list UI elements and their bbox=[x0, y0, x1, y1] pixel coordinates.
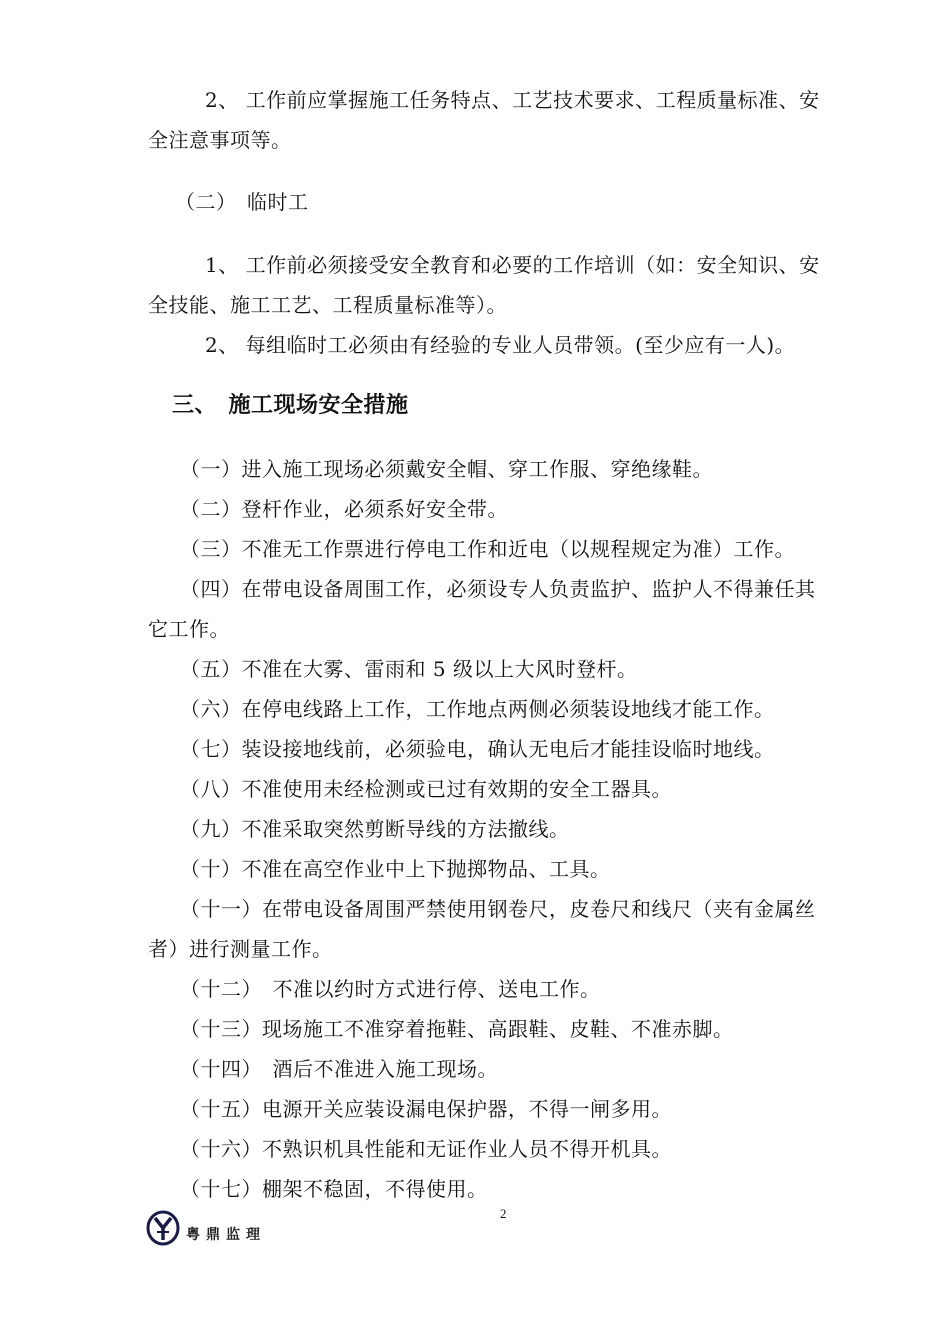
list-item: （七）装设接地线前，必须验电，确认无电后才能挂设临时地线。 bbox=[180, 737, 775, 761]
list-item-continuation: 它工作。 bbox=[148, 617, 230, 641]
list-item: （二）登杆作业，必须系好安全带。 bbox=[180, 497, 508, 521]
list-item: （十三）现场施工不准穿着拖鞋、高跟鞋、皮鞋、不准赤脚。 bbox=[180, 1017, 734, 1041]
list-item: （十六）不熟识机具性能和无证作业人员不得开机具。 bbox=[180, 1137, 672, 1161]
paragraph-line: 2、 工作前应掌握施工任务特点、工艺技术要求、工程质量标准、安 bbox=[205, 88, 820, 112]
paragraph-line: 1、 工作前必须接受安全教育和必要的工作培训（如：安全知识、安 bbox=[205, 253, 820, 277]
list-item: （八）不准使用未经检测或已过有效期的安全工器具。 bbox=[180, 777, 672, 801]
footer-brand: 粤鼎监理 bbox=[186, 1227, 266, 1243]
list-item: （十一）在带电设备周围严禁使用钢卷尺，皮卷尺和线尺（夹有金属丝 bbox=[180, 897, 816, 921]
list-item: （五）不准在大雾、雷雨和 5 级以上大风时登杆。 bbox=[180, 657, 638, 681]
paragraph-line: 全技能、施工工艺、工程质量标准等）。 bbox=[148, 293, 507, 317]
paragraph-line: 全注意事项等。 bbox=[148, 128, 292, 152]
list-item: （六）在停电线路上工作，工作地点两侧必须装设地线才能工作。 bbox=[180, 697, 775, 721]
list-item: （四）在带电设备周围工作，必须设专人负责监护、监护人不得兼任其 bbox=[180, 577, 816, 601]
list-item: （一）进入施工现场必须戴安全帽、穿工作服、穿绝缘鞋。 bbox=[180, 457, 713, 481]
subsection-heading: （二） 临时工 bbox=[175, 190, 309, 214]
page-number: 2 bbox=[500, 1206, 507, 1221]
list-item: （三）不准无工作票进行停电工作和近电（以规程规定为准）工作。 bbox=[180, 537, 795, 561]
list-item: （十七）棚架不稳固，不得使用。 bbox=[180, 1177, 488, 1201]
yueding-logo-icon bbox=[145, 1210, 181, 1246]
list-item: （十二） 不准以约时方式进行停、送电工作。 bbox=[180, 977, 601, 1001]
list-item: （十四） 酒后不准进入施工现场。 bbox=[180, 1057, 498, 1081]
section-heading: 三、 施工现场安全措施 bbox=[172, 393, 409, 418]
paragraph-line: 2、 每组临时工必须由有经验的专业人员带领。(至少应有一人)。 bbox=[205, 333, 796, 357]
list-item: （九）不准采取突然剪断导线的方法撤线。 bbox=[180, 817, 570, 841]
list-item: （十五）电源开关应装设漏电保护器，不得一闸多用。 bbox=[180, 1097, 672, 1121]
list-item: （十）不准在高空作业中上下抛掷物品、工具。 bbox=[180, 857, 611, 881]
list-item-continuation: 者）进行测量工作。 bbox=[148, 937, 333, 961]
